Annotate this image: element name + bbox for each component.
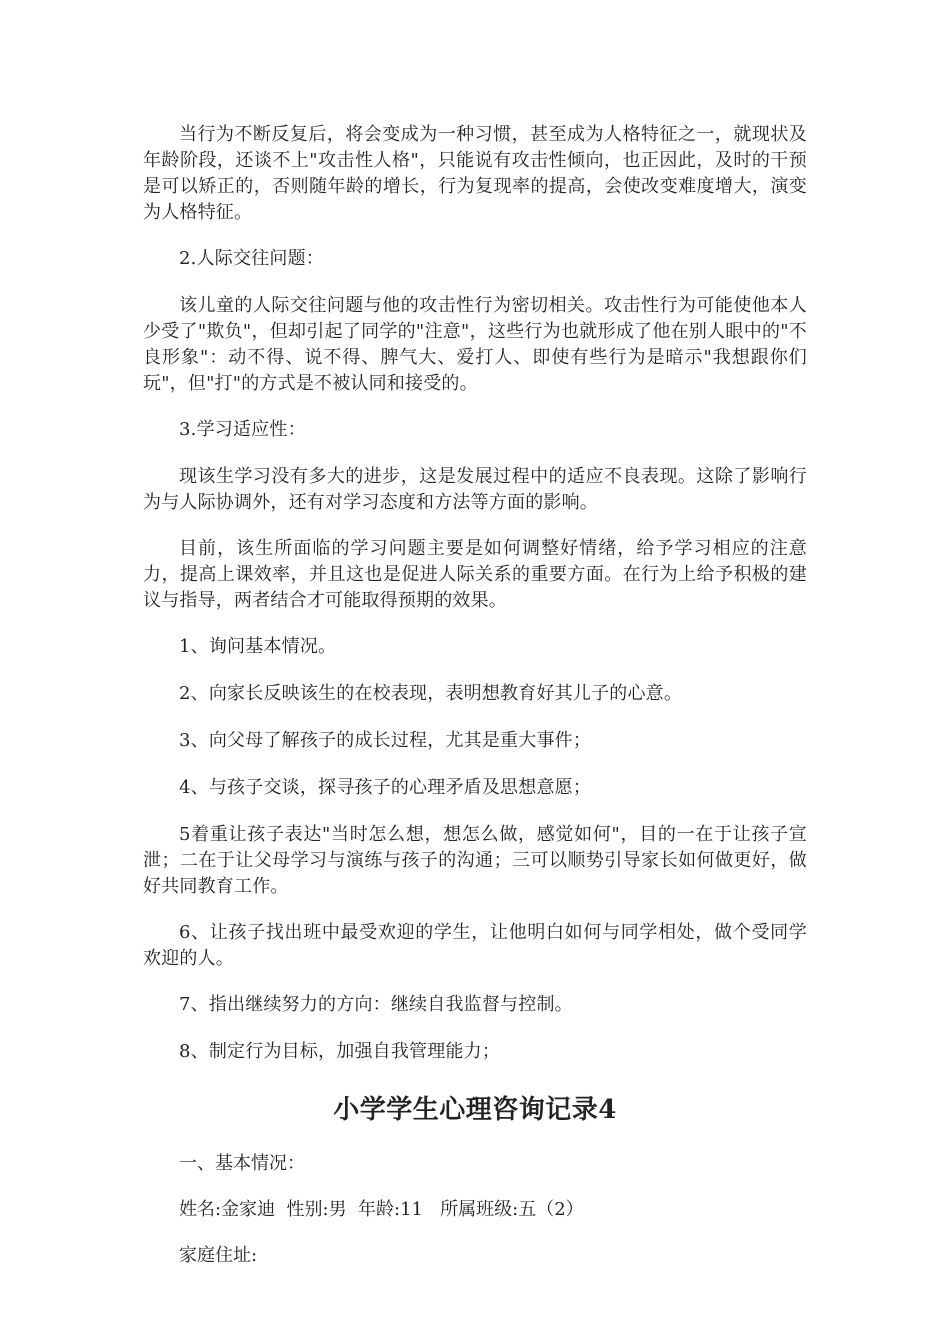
section-title: 小学学生心理咨询记录4: [333, 1095, 617, 1125]
document-body: [143, 122, 807, 1289]
paragraph-interpersonal: 该儿童的人际交往问题与他的攻击性行为密切相关。攻击性行为可能使他本人少受了"欺负"，但却引起了同学的"注意"，这些行为也就形成了他在别人眼中的"不良形象"：动不得、说不得、脾气大、爱打人、即使有些行为是暗示"我想跟你们玩"，但"打"的方式是不被认同和接受的。: [143, 295, 807, 394]
step-2: 2、向家长反映该生的在校表现，表明想教育好其儿子的心意。: [179, 683, 683, 704]
basic-info-heading: 一、基本情况：: [179, 1153, 305, 1174]
heading-interpersonal: 2.人际交往问题：: [179, 248, 324, 269]
step-5: 5着重让孩子表达"当时怎么想，想怎么做，感觉如何"，目的一在于让孩子宣泄；二在于让父母学习与演练与孩子的沟通；三可以顺势引导家长如何做更好，做好共同教育工作。: [143, 824, 807, 897]
heading-learning-adaptation: 3.学习适应性：: [179, 419, 306, 440]
basic-info-name-line: 姓名:金家迪 性别:男 年龄:11 所属班级:五（2）: [179, 1199, 584, 1220]
step-8: 8、制定行为目标，加强自我管理能力；: [179, 1041, 501, 1062]
paragraph-learning-progress: 现该生学习没有多大的进步，这是发展过程中的适应不良表现。这除了影响行为与人际协调外，还有对学习态度和方法等方面的影响。: [143, 466, 807, 513]
step-4: 4、与孩子交谈，探寻孩子的心理矛盾及思想意愿；: [179, 777, 592, 798]
step-1: 1、询问基本情况。: [179, 636, 337, 657]
step-3: 3、向父母了解孩子的成长过程，尤其是重大事件；: [179, 730, 592, 751]
step-7: 7、指出继续努力的方向：继续自我监督与控制。: [179, 994, 573, 1015]
paragraph-habit: 当行为不断反复后，将会变成为一种习惯，甚至成为人格特征之一，就现状及年龄阶段，还谈不上"攻击性人格"，只能说有攻击性倾向，也正因此，及时的干预是可以矫正的，否则随年龄的增长，行为复现率的提高，会使改变难度增大，演变为人格特征。: [143, 124, 807, 223]
step-6: 6、让孩子找出班中最受欢迎的学生，让他明白如何与同学相处，做个受同学欢迎的人。: [143, 922, 807, 969]
paragraph-learning-problem: 目前，该生所面临的学习问题主要是如何调整好情绪，给予学习相应的注意力，提高上课效率，并且这也是促进人际关系的重要方面。在行为上给予积极的建议与指导，两者结合才可能取得预期的效果。: [143, 538, 807, 611]
basic-info-address-line: 家庭住址:: [179, 1245, 258, 1266]
